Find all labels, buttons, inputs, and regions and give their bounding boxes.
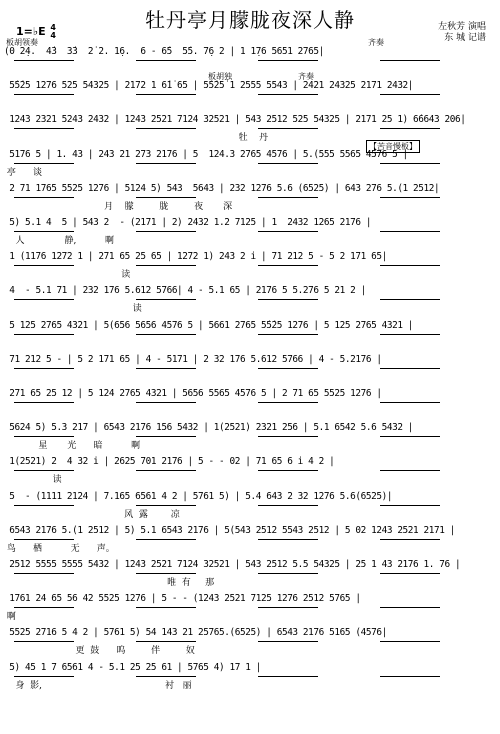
- notation-line: 1761 24 65 56 42 5525 1276 | 5 - - (1243 2521 7125 1276 2512 5765 |: [4, 593, 361, 605]
- score-row: [4, 320, 496, 354]
- lyric-line: 身 影, 衬 丽: [4, 680, 192, 691]
- lyric-line: 读: [4, 475, 62, 486]
- score-row: [4, 559, 496, 593]
- score-row: [4, 354, 496, 388]
- notation-line: 5) 5.1 4 5 | 543 2 - (2171 | 2) 2432 1.2 7125 | 1 2432 1265 2176 |: [4, 217, 372, 228]
- beam-line: [258, 607, 318, 608]
- beam-line: [136, 299, 196, 300]
- beam-line: [380, 607, 440, 608]
- beam-line: [258, 676, 318, 677]
- beam-line: [380, 539, 440, 540]
- notation-line: 5176 5 | 1. 43 | 243 21 273 2176 | 5 124.3 2765 4576 | 5.(555 5565 4576 5 |: [4, 148, 408, 160]
- score-row: [4, 149, 496, 183]
- key-name: ♭E: [32, 25, 46, 38]
- beam-line: [14, 197, 74, 198]
- beam-line: [258, 641, 318, 642]
- beam-line: [380, 368, 440, 369]
- notation-line: 1(2521) 2 4 32 i | 2625 701 2176 | 5 - - 02 | 71 65 6 i 4 2 |: [4, 456, 335, 468]
- beam-line: [258, 368, 318, 369]
- beam-line: [380, 299, 440, 300]
- notator-credit: 东 城 记谱: [444, 33, 486, 43]
- beam-line: [258, 197, 318, 198]
- beam-line: [258, 436, 318, 437]
- beam-line: [136, 128, 196, 129]
- time-signature: [50, 24, 56, 40]
- beam-line: [258, 299, 318, 300]
- beam-line: [258, 94, 318, 95]
- beam-line: [380, 676, 440, 677]
- lyric-line: 啊: [4, 612, 16, 623]
- score-row: [4, 388, 496, 422]
- beam-line: [14, 265, 74, 266]
- score-row: [4, 251, 496, 285]
- beam-line: [380, 334, 440, 335]
- score-row: [4, 491, 496, 525]
- beam-line: [136, 265, 196, 266]
- beam-line: [136, 641, 196, 642]
- time-bottom: 4: [50, 31, 56, 40]
- lyric-line: 唯 有 那: [4, 578, 215, 588]
- lyric-line: 风 露 凉: [4, 509, 180, 520]
- score-row: [4, 46, 496, 80]
- beam-line: [380, 231, 440, 232]
- beam-line: [136, 573, 196, 574]
- score-row: [4, 183, 496, 217]
- beam-line: [258, 402, 318, 403]
- beam-line: [136, 163, 196, 164]
- beam-line: [380, 94, 440, 95]
- score-row: [4, 456, 496, 490]
- notation-line: (0 2̣4. 4̇3 3̇3 2̇ 2. 1̣6. 6 - 6̇5 5̇5. 7̣6 2 | 1 1̣76 5651 2765|: [4, 46, 324, 57]
- beam-line: [380, 573, 440, 574]
- notation-line: 5624 5) 5.3 217 | 6543 2176 156 5432 | 1(2521) 2321 256 | 5.1 6542 5.6 5432 |: [4, 422, 414, 434]
- beam-line: [258, 505, 318, 506]
- score-row: [4, 285, 496, 319]
- lyric-line: 读: [4, 304, 142, 315]
- performance-mark: 板胡独: [208, 72, 232, 82]
- score-row: [4, 422, 496, 456]
- beam-line: [380, 265, 440, 266]
- score-row: [4, 525, 496, 559]
- performance-mark: 齐奏: [368, 38, 384, 47]
- beam-line: [14, 231, 74, 232]
- beam-line: [14, 94, 74, 95]
- lyric-line: 读: [4, 270, 131, 281]
- notation-line: 2512 5555 5555 5432 | 1243 2521 7124 32521 | 543 2512 5.5 54325 | 25 1 43 2176 1. 76 |: [4, 559, 461, 570]
- beam-line: [380, 402, 440, 403]
- beam-line: [136, 60, 196, 61]
- beam-line: [14, 573, 74, 574]
- beam-line: [380, 470, 440, 471]
- beam-line: [258, 573, 318, 574]
- beam-line: [380, 163, 440, 164]
- beam-line: [258, 128, 318, 129]
- notation-line: 1243 2321 5243 2432 | 1243 2521 7124 32521 | 543 2512 525 54325 | 2171 25 1) 6̇6643 206|: [4, 114, 466, 126]
- performance-mark: 板胡领奏: [6, 38, 38, 47]
- beam-line: [14, 402, 74, 403]
- beam-line: [258, 163, 318, 164]
- beam-line: [380, 197, 440, 198]
- beam-line: [136, 676, 196, 677]
- beam-line: [136, 436, 196, 437]
- lyric-line: 亭 谈: [4, 167, 43, 178]
- beam-line: [14, 676, 74, 677]
- beam-line: [136, 231, 196, 232]
- notation-line: 5) 45 1 7 6561 4 - 5.1 25 25 61 | 5765 4) 17 1 |: [4, 661, 261, 673]
- beam-line: [14, 368, 74, 369]
- beam-line: [14, 607, 74, 608]
- beam-line: [136, 505, 196, 506]
- score-row: [4, 662, 496, 696]
- notation-line: 5 125 2765 4321 | 5(656 5656 4576 5 | 5661 2765 5̇5̇25 1276 | 5 125 2765 4321 |: [4, 319, 414, 331]
- beam-line: [14, 641, 74, 642]
- beam-line: [14, 505, 74, 506]
- beam-line: [14, 163, 74, 164]
- beam-line: [258, 334, 318, 335]
- notation-line: 71 212 5 - | 5 2 171 65 | 4 - 5171 | 2 32 176 5.612 5766 | 4 - 5.2176 |: [4, 353, 382, 365]
- notation-line: 1 (1176 1272 1 | 271 65 25 65 | 1272 1) 243 2 i | 71 212 5 - 5 2 171 65|: [4, 251, 387, 263]
- notation-line: 271 65 25 12 | 5 124 2765 4321 | 5656 5565 4576 5 | 2 71 65 5525 1276 |: [4, 388, 382, 399]
- beam-line: [14, 299, 74, 300]
- notation-line: 5 - (1111 2124 | 7.165 6561 4 2 | 5761 5) | 5.4 643 2 32 1276 5.6(6525)|: [4, 490, 393, 502]
- beam-line: [14, 539, 74, 540]
- notation-line: 2 71 1765 5525 1276 | 5124 5) 543 5643 | 232 1276 5.6 (6525) | 643 276 5.(1 2512|: [4, 182, 440, 194]
- beam-line: [258, 265, 318, 266]
- beam-line: [136, 197, 196, 198]
- credits: [438, 22, 486, 44]
- beam-line: [380, 436, 440, 437]
- score-row: [4, 114, 496, 148]
- lyric-line: 星 光 暗 啊: [4, 441, 141, 452]
- time-top: 4: [50, 23, 56, 32]
- lyric-line: 月 朦 胧 夜 深: [4, 201, 233, 212]
- beam-line: [136, 334, 196, 335]
- notation-line: 4 - 5.1 71 | 232 176 5.612 5766| 4 - 5.1 65 | 2176 5 5.276 5 21 2 |: [4, 285, 366, 297]
- lyric-line: 人 静, 啊: [4, 236, 114, 246]
- beam-line: [258, 470, 318, 471]
- performance-mark: 齐奏: [298, 72, 314, 82]
- page-title: 牡丹亭月朦胧夜深人静: [145, 8, 355, 32]
- lyric-line: 鸟 栖 无 声。: [4, 543, 115, 554]
- beam-line: [14, 470, 74, 471]
- beam-line: [14, 128, 74, 129]
- beam-line: [14, 436, 74, 437]
- beam-line: [380, 128, 440, 129]
- score-row: [4, 80, 496, 114]
- beam-line: [136, 607, 196, 608]
- score-row: [4, 627, 496, 661]
- beam-line: [14, 60, 74, 61]
- notation-line: 5525 2716 5 4 2 | 5761 5) 54 143 21 25765.(6525) | 6543 2176 5165 (4576|: [4, 627, 387, 639]
- beam-line: [380, 641, 440, 642]
- beam-line: [258, 231, 318, 232]
- beam-line: [136, 470, 196, 471]
- beam-line: [258, 539, 318, 540]
- notation-line: 6543 2176 5.(1 2512 | 5) 5.1 6543 2176 | 5(543 2512 5543 2512 | 5 02 1243 2521 2171 |: [4, 524, 456, 536]
- notation-line: 5̇5̇25 1276 525 54325 | 2172 1 6̇1̇ 65 | 5̇5̇25̇ 1 2555 5543 | 2421 24325 2171 2432|: [4, 80, 414, 92]
- beam-line: [136, 539, 196, 540]
- lyric-line: 牡 丹: [4, 133, 269, 144]
- singer-credit: 左秋芳 演唱: [438, 22, 486, 32]
- score-row: [4, 217, 496, 251]
- beam-line: [14, 334, 74, 335]
- beam-line: [380, 505, 440, 506]
- score-row: [4, 593, 496, 627]
- beam-line: [136, 402, 196, 403]
- key-tonic: 1=: [16, 25, 33, 38]
- beam-line: [136, 368, 196, 369]
- lyric-line: 更 鼓 呜 伴 奴: [4, 646, 195, 657]
- beam-line: [136, 94, 196, 95]
- beam-line: [258, 60, 318, 61]
- beam-line: [380, 60, 440, 61]
- performance-mark: 【苦音慢板】: [366, 140, 420, 153]
